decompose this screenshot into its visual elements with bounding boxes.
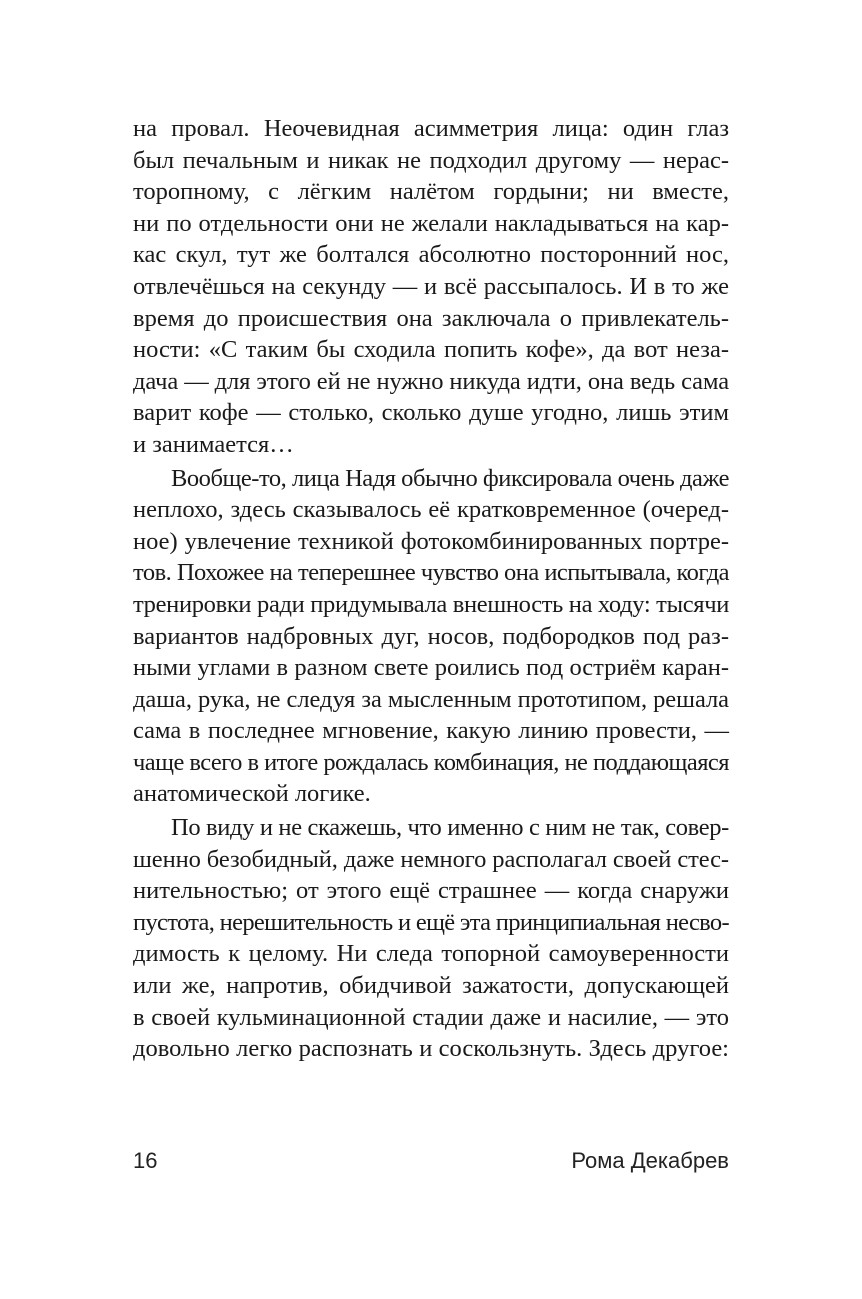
text-line: в своей кульминационной стадии даже и насилие, — это xyxy=(133,1003,729,1031)
running-footer-author: Рома Декабрев xyxy=(571,1148,729,1173)
paragraph-1 xyxy=(133,113,729,461)
text-line: ни по отдельности они не желали накладываться на кар- xyxy=(133,209,729,237)
body-text xyxy=(133,113,729,1065)
text-line: чаще всего в итоге рождалась комбинация, не поддающаяся xyxy=(133,748,729,776)
text-line: ное) увлечение техникой фотокомбинированных портре- xyxy=(133,527,729,555)
text-line: анатомической логике. xyxy=(133,780,371,808)
text-line: сама в последнее мгновение, какую линию провести, — xyxy=(133,717,729,745)
text-line: варит кофе — столько, сколько душе угодно, лишь этим xyxy=(133,399,729,427)
text-line: был печальным и никак не подходил другому — нерас- xyxy=(133,146,729,174)
text-line: время до происшествия она заключала о привлекатель- xyxy=(133,304,729,332)
text-line: отвлечёшься на секунду — и всё рассыпалось. И в то же xyxy=(133,272,729,300)
text-line: пустота, нерешительность и ещё эта принципиальная несво- xyxy=(133,908,729,936)
text-line: или же, напротив, обидчивой зажатости, допускающей xyxy=(133,972,729,1000)
text-line: вариантов надбровных дуг, носов, подбородков под раз- xyxy=(133,622,729,650)
text-line: торопному, с лёгким налётом гордыни; ни вместе, xyxy=(133,178,729,206)
text-line: нительностью; от этого ещё страшнее — когда снаружи xyxy=(133,877,729,905)
text-line: даша, рука, не следуя за мысленным прототипом, решала xyxy=(133,685,729,713)
text-line: тов. Похожее на теперешнее чувство она испытывала, когда xyxy=(133,559,729,587)
text-line: ности: «С таким бы сходила попить кофе», да вот неза- xyxy=(133,336,729,364)
text-line: неплохо, здесь сказывалось её кратковременное (очеред- xyxy=(133,496,729,524)
text-line: кас скул, тут же болтался абсолютно посторонний нос, xyxy=(133,241,729,269)
text-line: тренировки ради придумывала внешность на ходу: тысячи xyxy=(133,590,729,618)
text-line: Вообще-то, лица Надя обычно фиксировала очень даже xyxy=(171,464,729,492)
text-line: димость к целому. Ни следа топорной самоуверенности xyxy=(133,940,729,968)
text-line: и занимается… xyxy=(133,430,294,458)
paragraph-3 xyxy=(133,812,729,1065)
page-number: 16 xyxy=(133,1148,158,1173)
text-line: ными углами в разном свете роились под остриём каран- xyxy=(133,654,729,682)
text-line: довольно легко распознать и соскользнуть. Здесь другое: xyxy=(133,1035,729,1063)
paragraph-2 xyxy=(133,463,729,811)
text-line: на провал. Неочевидная асимметрия лица: один глаз xyxy=(133,115,729,142)
text-line: шенно безобидный, даже немного располагал своей стес- xyxy=(133,845,729,873)
text-line: По виду и не скажешь, что именно с ним не так, совер- xyxy=(171,814,729,842)
text-line: дача — для этого ей не нужно никуда идти, она ведь сама xyxy=(133,367,729,395)
